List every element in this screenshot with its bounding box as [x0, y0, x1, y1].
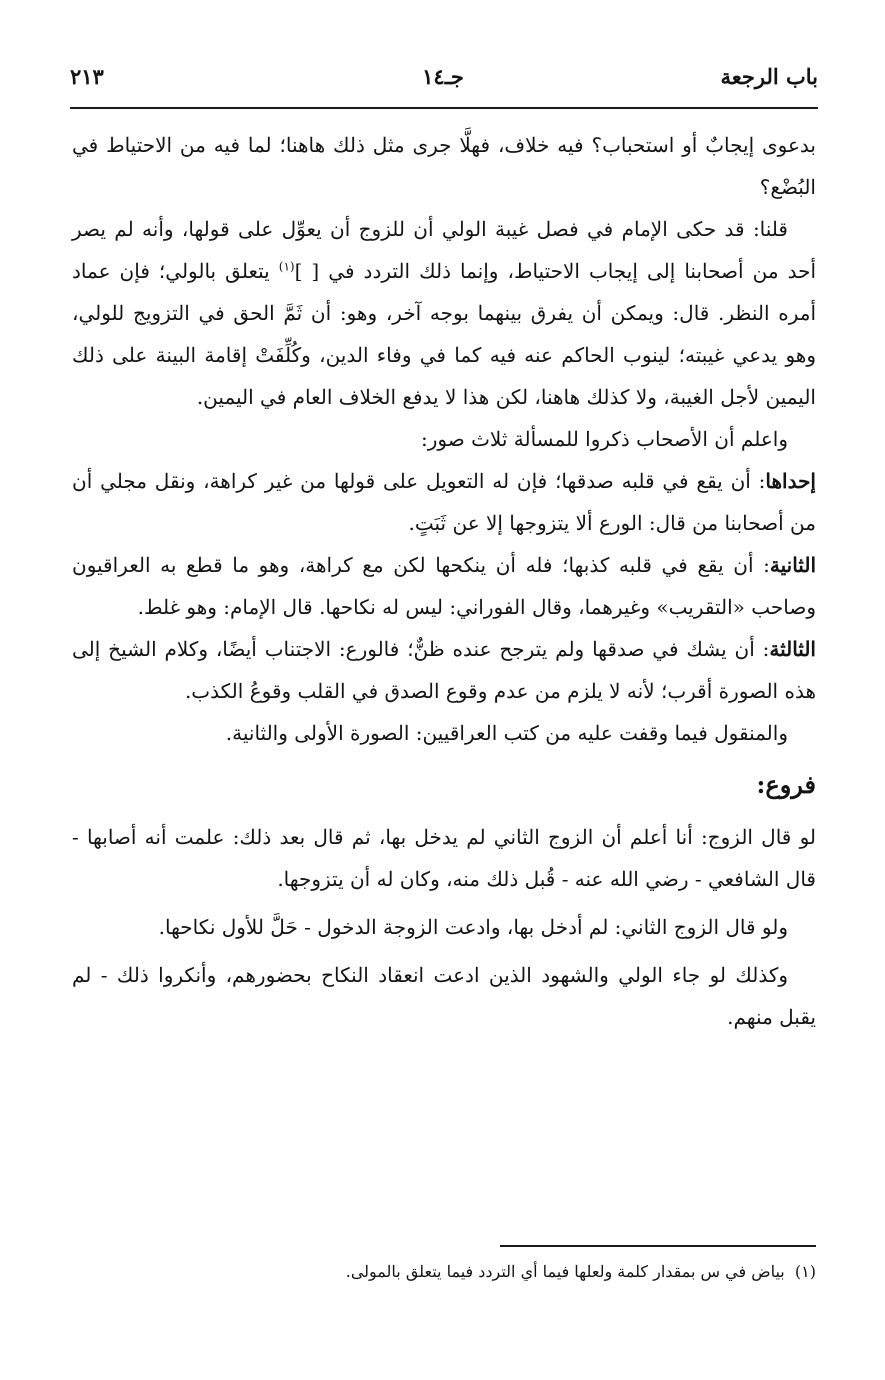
paragraph: لو قال الزوج: أنا أعلم أن الزوج الثاني لم يدخل بها، ثم قال بعد ذلك: علمت أنه أصابها - قال الشافعي - رضي الله عنه - قُبل ذلك منه، وكان له أن يتزوجها. [72, 825, 816, 891]
main-text [72, 124, 816, 1038]
paragraph [72, 460, 816, 544]
footnote-divider [500, 1245, 816, 1247]
case-label: إحداها [765, 469, 816, 493]
paragraph: وكذلك لو جاء الولي والشهود الذين ادعت انعقاد النكاح بحضورهم، وأنكروا ذلك - لم يقبل منهم. [72, 963, 816, 1029]
paragraph-text: قلنا: قد حكى الإمام في فصل غيبة الولي أن للزوج أن يعوِّل على قولها، وأنه لم يصر أحد من أصحابنا إلى إيجاب الاحتياط، وإنما ذلك التردد في [ ] [72, 217, 817, 283]
paragraph-text: : أن يشك في صدقها ولم يترجح عنده ظنٌّ؛ فالورع: الاجتناب أيضًا، وكلام الشيخ إلى هذه الصورة أقرب؛ لأنه لا يلزم من عدم وقوع الصدق في القلب وقوعُ الكذب. [72, 637, 816, 703]
paragraph: والمنقول فيما وقفت عليه من كتب العراقيين: الصورة الأولى والثانية. [225, 721, 788, 745]
footnote-marker: (١) [794, 1262, 816, 1281]
paragraph [72, 628, 816, 712]
case-label: الثالثة [769, 637, 816, 661]
paragraph [72, 208, 816, 418]
paragraph-text: يتعلق بالولي؛ فإن عماد أمره النظر. قال: ويمكن أن يفرق بينهما بوجه آخر، وهو: أن ثَمَّ الحق في التزويج للولي، وهو يدعي غيبته؛ لينوب الحاكم عنه فيه كما في وفاء الدين، وكُلِّفَتْ إقامة البينة على ذلك اليمين لأجل الغيبة، ولا كذلك هاهنا، لكن هذا لا يدفع الخلاف العام في اليمين. [72, 259, 816, 409]
paragraph: واعلم أن الأصحاب ذكروا للمسألة ثلاث صور: [421, 427, 788, 451]
paragraph-text: : أن يقع في قلبه صدقها؛ فإن له التعويل على قولها من غير كراهة، ونقل مجلي أن من أصحابنا من قال: الورع ألا يتزوجها إلا عن ثَبَتٍ. [72, 469, 816, 535]
paragraph: ولو قال الزوج الثاني: لم أدخل بها، وادعت الزوجة الدخول - حَلَّ للأول نكاحها. [158, 915, 788, 939]
footnote-text: بياض في س بمقدار كلمة ولعلها فيما أي التردد فيما يتعلق بالمولى. [345, 1262, 785, 1281]
footnote-reference[interactable]: (١) [278, 259, 295, 274]
volume-label: جـ١٤ [422, 64, 464, 89]
header-divider [70, 107, 818, 109]
paragraph: بدعوى إيجابٌ أو استحباب؟ فيه خلاف، فهلَّا جرى مثل ذلك هاهنا؛ لما فيه من الاحتياط في البُضْع؟ [72, 133, 817, 199]
page-number: ٢١٣ [70, 64, 104, 89]
footnote [72, 1259, 816, 1285]
section-heading: فروع: [756, 770, 816, 799]
case-label: الثانية [769, 553, 816, 577]
paragraph [72, 544, 816, 628]
chapter-title: باب الرجعة [720, 64, 818, 89]
paragraph-text: : أن يقع في قلبه كذبها؛ فله أن ينكحها لكن مع كراهة، وهو ما قطع به العراقيون وصاحب «التقريب» وغيرهما، وقال الفوراني: ليس له نكاحها. قال الإمام: وهو غلط. [72, 553, 816, 619]
